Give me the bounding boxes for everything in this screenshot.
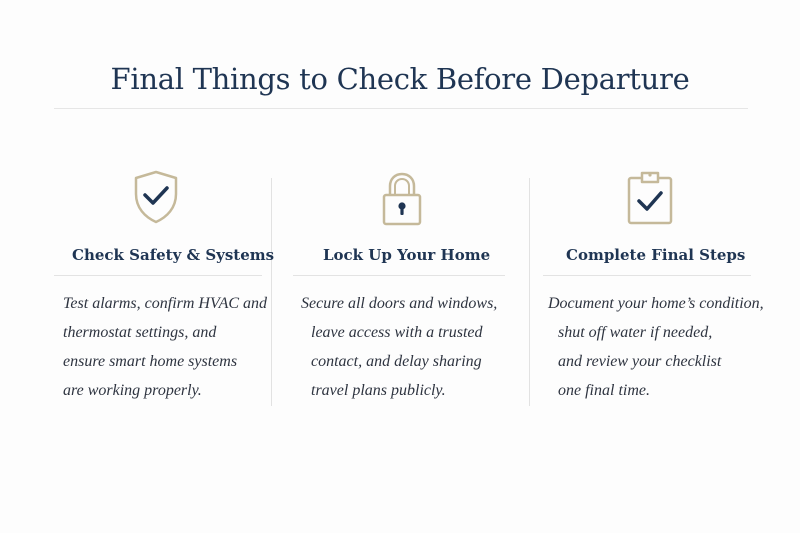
description-line: and review your checklist (558, 353, 722, 370)
page-title: Final Things to Check Before Departure (110, 62, 690, 96)
description-line: ensure smart home systems (63, 353, 238, 370)
description-line: Document your home’s condition, (548, 295, 764, 312)
column-heading: Complete Final Steps (566, 246, 746, 264)
column-description (63, 289, 267, 405)
description-line: Secure all doors and windows, (301, 295, 498, 312)
column-heading: Check Safety & Systems (72, 246, 275, 264)
title-divider (54, 108, 748, 109)
description-line: shut off water if needed, (558, 324, 713, 341)
column-divider-2 (529, 178, 530, 406)
description-line: travel plans publicly. (311, 382, 446, 399)
clipboard-check-icon (626, 170, 674, 226)
description-line: thermostat settings, and (63, 324, 217, 341)
heading-rule (293, 275, 505, 276)
column-divider-1 (271, 178, 272, 406)
column-heading: Lock Up Your Home (323, 246, 491, 264)
column-description (301, 289, 497, 405)
description-line: leave access with a trusted (311, 324, 483, 341)
heading-rule (54, 275, 262, 276)
shield-check-icon (133, 170, 179, 224)
padlock-icon (381, 172, 423, 226)
description-line: one final time. (558, 382, 650, 399)
column-description (548, 289, 764, 405)
description-line: Test alarms, confirm HVAC and (63, 295, 268, 312)
description-line: are working properly. (63, 382, 202, 399)
heading-rule (543, 275, 751, 276)
description-line: contact, and delay sharing (311, 353, 482, 370)
